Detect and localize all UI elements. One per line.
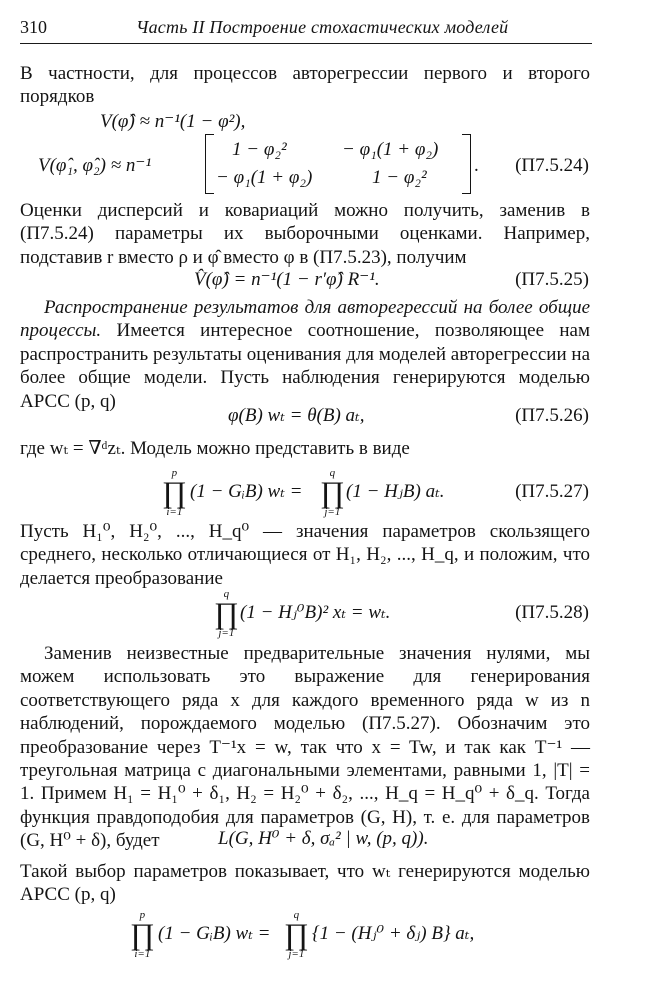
product-upper-limit: p — [139, 909, 146, 921]
equation-likelihood: L(G, H⁰ + δ, σₐ² | w, (p, q)). — [218, 828, 429, 849]
product-upper-limit: q — [329, 467, 336, 479]
product-symbol: ∏ — [130, 918, 155, 951]
matrix-cell-21: − φ₁(1 + φ₂) — [216, 167, 313, 188]
equation-variance-ar2-lhs: V(φ̂₁, φ̂₂) ≈ n⁻¹ — [38, 155, 152, 176]
product-upper-limit: p — [171, 467, 178, 479]
equation-number-27: (П7.5.27) — [515, 481, 589, 502]
replacing-paragraph: Заменив неизвестные предварительные значения нулями, мы можем использовать это выражение для генерирования соответствующего ряда x для каждого временного ряда w из n наблюдений, порождаемого моделью (П7.5.27). Обозначим это преобразование через T⁻¹x = w, так что x = Tw, и так как T⁻¹ — треугольная матрица с диагональными элементами, равными 1, |T| = 1. Примем H₁ = H₁⁰ + δ₁, H₂ = H₂⁰ + δ₂, ..., H_q = H_q⁰ + δ_q. Тогда функция правдоподобия для параметров (G, H), т. е. для параметров (G, H⁰ + δ), будет — [20, 643, 590, 852]
let-paragraph: Пусть H₁⁰, H₂⁰, ..., H_q⁰ — значения параметров скользящего среднего, несколько отличающиеся от H₁, H₂, ..., H_q, и положим, что делается преобразование — [20, 521, 590, 589]
product-operator-j-28 — [214, 589, 239, 639]
matrix-cell-11: 1 − φ₂² — [232, 139, 287, 160]
product-lower-limit: i=1 — [134, 948, 151, 960]
equation-last-left: (1 − GᵢB) wₜ = — [158, 923, 271, 944]
product-symbol: ∏ — [320, 476, 345, 509]
product-symbol: ∏ — [284, 918, 309, 951]
product-upper-limit: q — [293, 909, 300, 921]
equation-last-right: {1 − (Hⱼ⁰ + δⱼ) B} aₜ, — [312, 923, 475, 944]
equation-variance-ar1: V(φ̂) ≈ n⁻¹(1 − φ²), — [100, 111, 246, 132]
equation-number-28: (П7.5.28) — [515, 602, 589, 623]
equation-transformation: (1 − Hⱼ⁰B)² xₜ = wₜ. — [240, 602, 391, 623]
equation-number-26: (П7.5.26) — [515, 405, 589, 426]
where-paragraph: где wₜ = ∇ᵈzₜ. Модель можно представить в виде — [20, 438, 410, 459]
product-operator-i — [162, 468, 187, 518]
extension-paragraph-body: Имеется интересное соотношение, позволяющее нам распространить результаты оценивания для моделей авторегрессии на более общие модели. Пусть наблюдения генерируются моделью АРСС (p, q) — [20, 320, 590, 412]
product-lower-limit: i=1 — [166, 506, 183, 518]
header-rule — [20, 43, 592, 44]
estimates-paragraph: Оценки дисперсий и ковариаций можно получить, заменив в (П7.5.24) параметры их выборочными оценками. Например, подставив r вместо ρ и φ̂ вместо φ в (П7.5.23), получим — [20, 200, 590, 268]
page-number: 310 — [20, 17, 47, 37]
product-upper-limit: q — [223, 588, 230, 600]
intro-paragraph: В частности, для процессов авторегрессии первого и второго порядков — [20, 63, 590, 108]
equation-estimated-variance: V̂(φ̂) = n⁻¹(1 − r′φ̂) R⁻¹. — [194, 269, 380, 290]
extension-paragraph — [20, 296, 590, 413]
equation-27-right: (1 − HⱼB) aₜ. — [346, 481, 445, 502]
product-operator-j — [320, 468, 345, 518]
equation-number-25: (П7.5.25) — [515, 269, 589, 290]
product-operator-j-last — [284, 910, 309, 960]
equation-27-left: (1 − GᵢB) wₜ = — [190, 481, 303, 502]
choice-paragraph: Такой выбор параметров показывает, что wₜ генерируются моделью АРСС (p, q) — [20, 861, 590, 906]
product-symbol: ∏ — [214, 597, 239, 630]
running-title: Часть II Построение стохастических моделей — [136, 17, 509, 37]
matrix-cell-12: − φ₁(1 + φ₂) — [342, 139, 439, 160]
product-lower-limit: j=1 — [324, 506, 341, 518]
product-lower-limit: j=1 — [218, 627, 235, 639]
equation-number-24: (П7.5.24) — [515, 155, 589, 176]
extension-paragraph-title: Распространение результатов для авторегрессий на более общие процессы. — [20, 297, 590, 342]
matrix-right-bracket — [462, 134, 471, 194]
matrix-period: . — [474, 155, 479, 176]
product-lower-limit: j=1 — [288, 948, 305, 960]
matrix-left-bracket — [205, 134, 214, 194]
running-header — [20, 17, 596, 41]
equation-arma-model: φ(B) wₜ = θ(B) aₜ, — [228, 405, 365, 426]
product-operator-i-last — [130, 910, 155, 960]
matrix-cell-22: 1 − φ₂² — [372, 167, 427, 188]
product-symbol: ∏ — [162, 476, 187, 509]
